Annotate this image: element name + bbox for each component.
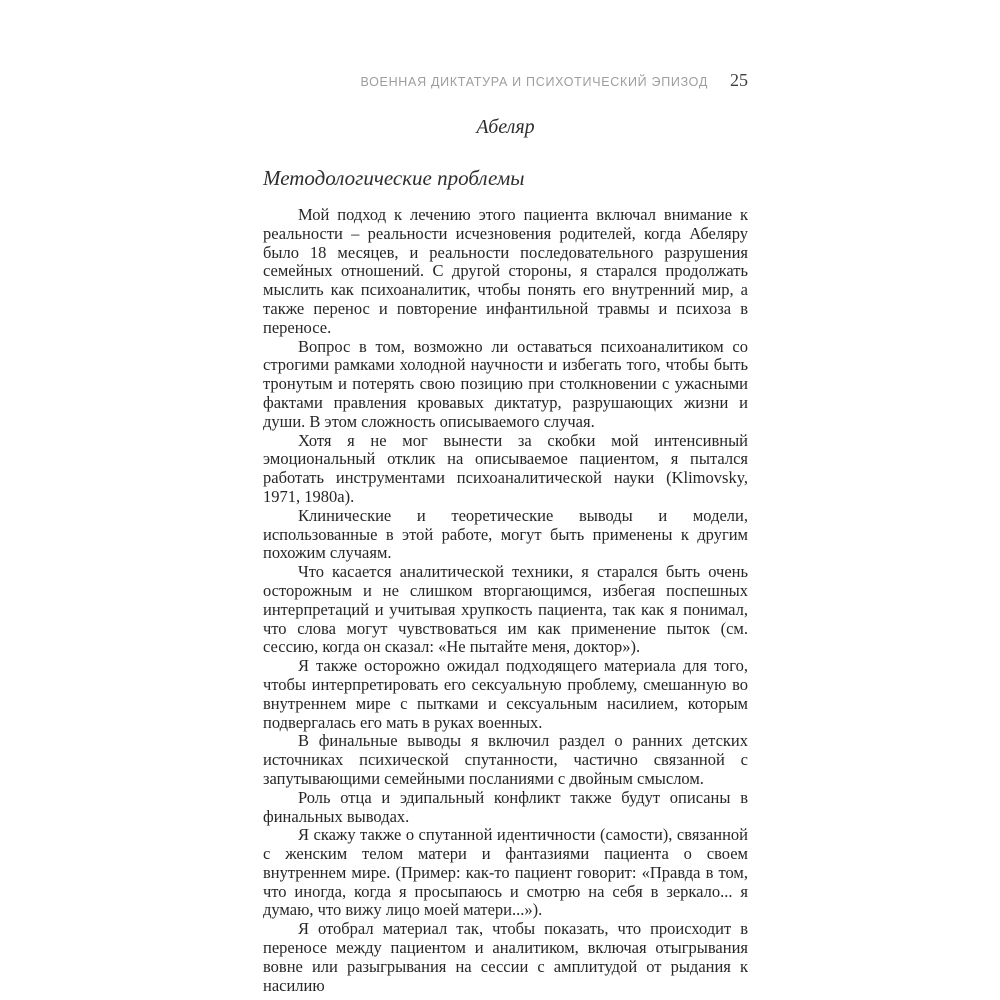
body-paragraph: Роль отца и эдипальный конфликт также будут описаны в финальных выводах. bbox=[263, 787, 748, 826]
body-paragraph: В финальные выводы я включил раздел о ранних детских источниках психической спутанности, частично связанной с запутывающими семейными посланиями с двойным смыслом. bbox=[263, 731, 748, 788]
body-paragraph: Мой подход к лечению этого пациента включал внимание к реальности – реальности исчезновения родителей, когда Абеляру было 18 месяцев, и реальности последовательного разрушения семейных отношений. С другой стороны, я старался продолжать мыслить как психоаналитик, чтобы понять его внутренний мир, а также перенос и повторение инфантильной травмы и психоза в переносе. bbox=[263, 205, 748, 337]
body-paragraph: Вопрос в том, возможно ли оставаться психоаналитиком со строгими рамками холодной научности и избегать того, чтобы быть тронутым и потерять свою позицию при столкновении с ужасными фактами правления кровавых диктатур, разрушающих жизни и души. В этом сложность описываемого случая. bbox=[263, 336, 748, 431]
body-paragraph: Клинические и теоретические выводы и модели, использованные в этой работе, могут быть применены к другим похожим случаям. bbox=[263, 505, 748, 563]
text-column bbox=[263, 70, 748, 995]
page-header bbox=[263, 70, 748, 88]
body-paragraph: Я также осторожно ожидал подходящего материала для того, чтобы интерпретировать его сексуальную проблему, смешанную во внутреннем мире с пытками и сексуальным насилием, которым подвергалась его мать в руках военных. bbox=[263, 656, 748, 732]
body-paragraph: Я отобрал материал так, чтобы показать, что происходит в переносе между пациентом и аналитиком, включая отыгрывания вовне или разыгрывания на сессии с амплитудой от рыдания к насилию bbox=[263, 919, 748, 995]
page-number: 25 bbox=[730, 70, 748, 90]
section-heading: Методологические проблемы bbox=[263, 166, 525, 190]
body-paragraph: Что касается аналитической техники, я старался быть очень осторожным и не слишком вторгающимся, избегая поспешных интерпретаций и учитывая хрупкость пациента, так как я понимал, что слова могут чувствоваться им как применение пыток (см. сессию, когда он сказал: «Не пытайте меня, доктор»). bbox=[263, 562, 748, 657]
body-paragraph: Я скажу также о спутанной идентичности (самости), связанной с женским телом матери и фантазиями пациента о своем внутреннем мире. (Пример: как-то пациент говорит: «Правда в том, что иногда, когда я просыпаюсь и смотрю на себя в зеркало... я думаю, что вижу лицо моей матери...»). bbox=[263, 825, 748, 920]
body-text bbox=[263, 206, 748, 995]
body-paragraph: Хотя я не мог вынести за скобки мой интенсивный эмоциональный отклик на описываемое пациентом, я пытался работать инструментами психоаналитической науки (Klimovsky, 1971, 1980a). bbox=[263, 430, 748, 506]
chapter-title: Абеляр bbox=[476, 116, 535, 138]
running-head: ВОЕННАЯ ДИКТАТУРА И ПСИХОТИЧЕСКИЙ ЭПИЗОД bbox=[360, 75, 708, 89]
